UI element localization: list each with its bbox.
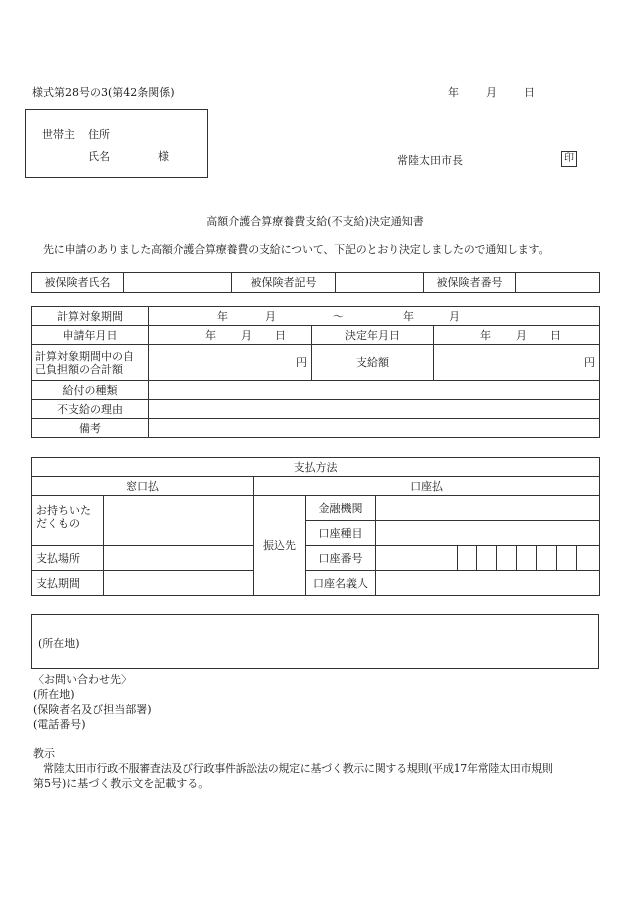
decision-date-cell [434, 326, 600, 345]
decision-month: 月 [516, 329, 527, 342]
account-holder-cell [376, 571, 600, 596]
date-month: 月 [486, 86, 497, 99]
total-label [32, 345, 149, 381]
location-label: (所在地) [38, 637, 80, 650]
notice-title: 教示 [33, 747, 55, 760]
account-type-cell [376, 521, 600, 546]
period-to-year: 年 [403, 310, 414, 323]
address-label: 住所 [88, 128, 110, 141]
contact-address: (所在地) [33, 688, 75, 701]
decision-year: 年 [480, 329, 491, 342]
items-label-line2: だくもの [36, 517, 80, 530]
date-year: 年 [448, 86, 459, 99]
application-day: 日 [275, 329, 286, 342]
location-box [31, 614, 599, 669]
total-label-line1: 計算対象期間中の自 [35, 349, 134, 363]
transfer-label: 振込先 [254, 496, 306, 596]
remarks-cell [149, 419, 600, 438]
benefit-type-label: 給付の種類 [32, 381, 149, 400]
payment-method-title: 支払方法 [32, 458, 600, 477]
period-label: 計算対象期間 [32, 307, 149, 326]
mayor-title: 常陸太田市長 [397, 154, 463, 167]
non-payment-reason-cell [149, 400, 600, 419]
account-number-digit [577, 546, 600, 571]
place-label: 支払場所 [32, 546, 104, 571]
insured-symbol-cell [336, 273, 424, 293]
period-from-year: 年 [217, 310, 228, 323]
period-cell [149, 307, 600, 326]
insured-name-cell [124, 273, 232, 293]
account-holder-label: 口座名義人 [306, 571, 376, 596]
payment-period-label: 支払期間 [32, 571, 104, 596]
payment-period-cell [104, 571, 254, 596]
householder-label: 世帯主 [42, 128, 75, 141]
period-from-month: 月 [265, 310, 276, 323]
application-month: 月 [241, 329, 252, 342]
account-number-digit [557, 546, 577, 571]
items-cell [104, 496, 254, 546]
account-payment-title: 口座払 [254, 477, 600, 496]
contact-title: 〈お問い合わせ先〉 [33, 673, 132, 686]
intro-text: 先に申請のありました高額介護合算療養費の支給について、下記のとおり決定しましたので通知します。 [43, 243, 550, 256]
payment-yen: 円 [584, 356, 595, 369]
bank-cell [376, 496, 600, 521]
insured-symbol-label: 被保険者記号 [232, 273, 336, 293]
total-amount-cell [149, 345, 312, 381]
benefit-type-cell [149, 381, 600, 400]
notice-line2: 第5号)に基づく教示文を記載する。 [33, 777, 210, 790]
account-type-label: 口座種目 [306, 521, 376, 546]
remarks-label: 備考 [32, 419, 149, 438]
form-number: 様式第28号の3(第42条関係) [32, 86, 175, 99]
account-number-digit [477, 546, 497, 571]
payment-amount-cell [434, 345, 600, 381]
account-number-digit [517, 546, 537, 571]
total-label-line2: 己負担額の合計額 [35, 362, 123, 376]
insured-table [31, 272, 600, 293]
bank-label: 金融機関 [306, 496, 376, 521]
account-number-digit [497, 546, 517, 571]
calculation-table [31, 306, 600, 438]
application-date-label: 申請年月日 [32, 326, 149, 345]
account-number-digit [458, 546, 477, 571]
insured-name-label: 被保険者氏名 [32, 273, 124, 293]
document-title: 高額介護合算療養費支給(不支給)決定通知書 [206, 215, 424, 228]
account-number-lead [376, 546, 458, 571]
decision-day: 日 [550, 329, 561, 342]
honorific: 様 [158, 150, 169, 163]
payment-amount-label: 支給額 [312, 345, 434, 381]
period-to-month: 月 [449, 310, 460, 323]
addressee-box [25, 109, 208, 178]
decision-date-label: 決定年月日 [312, 326, 434, 345]
non-payment-reason-label: 不支給の理由 [32, 400, 149, 419]
application-year: 年 [205, 329, 216, 342]
insured-number-label: 被保険者番号 [424, 273, 516, 293]
application-date-cell [149, 326, 312, 345]
account-number-label: 口座番号 [306, 546, 376, 571]
items-label [32, 496, 104, 546]
account-number-digit [537, 546, 557, 571]
contact-insurer: (保険者名及び担当部署) [33, 703, 152, 716]
seal-stamp: 印 [561, 151, 577, 167]
date-day: 日 [524, 86, 535, 99]
total-yen: 円 [296, 356, 307, 369]
period-tilde: ～ [333, 310, 344, 323]
items-label-line1: お持ちいた [36, 504, 91, 517]
notice-line1: 常陸太田市行政不服審査法及び行政事件訴訟法の規定に基づく教示に関する規則(平成17年常陸太田市規則 [43, 762, 553, 775]
contact-phone: (電話番号) [33, 718, 86, 731]
insured-number-cell [516, 273, 600, 293]
name-label: 氏名 [88, 150, 110, 163]
place-cell [104, 546, 254, 571]
counter-payment-title: 窓口払 [32, 477, 254, 496]
payment-table [31, 457, 600, 596]
